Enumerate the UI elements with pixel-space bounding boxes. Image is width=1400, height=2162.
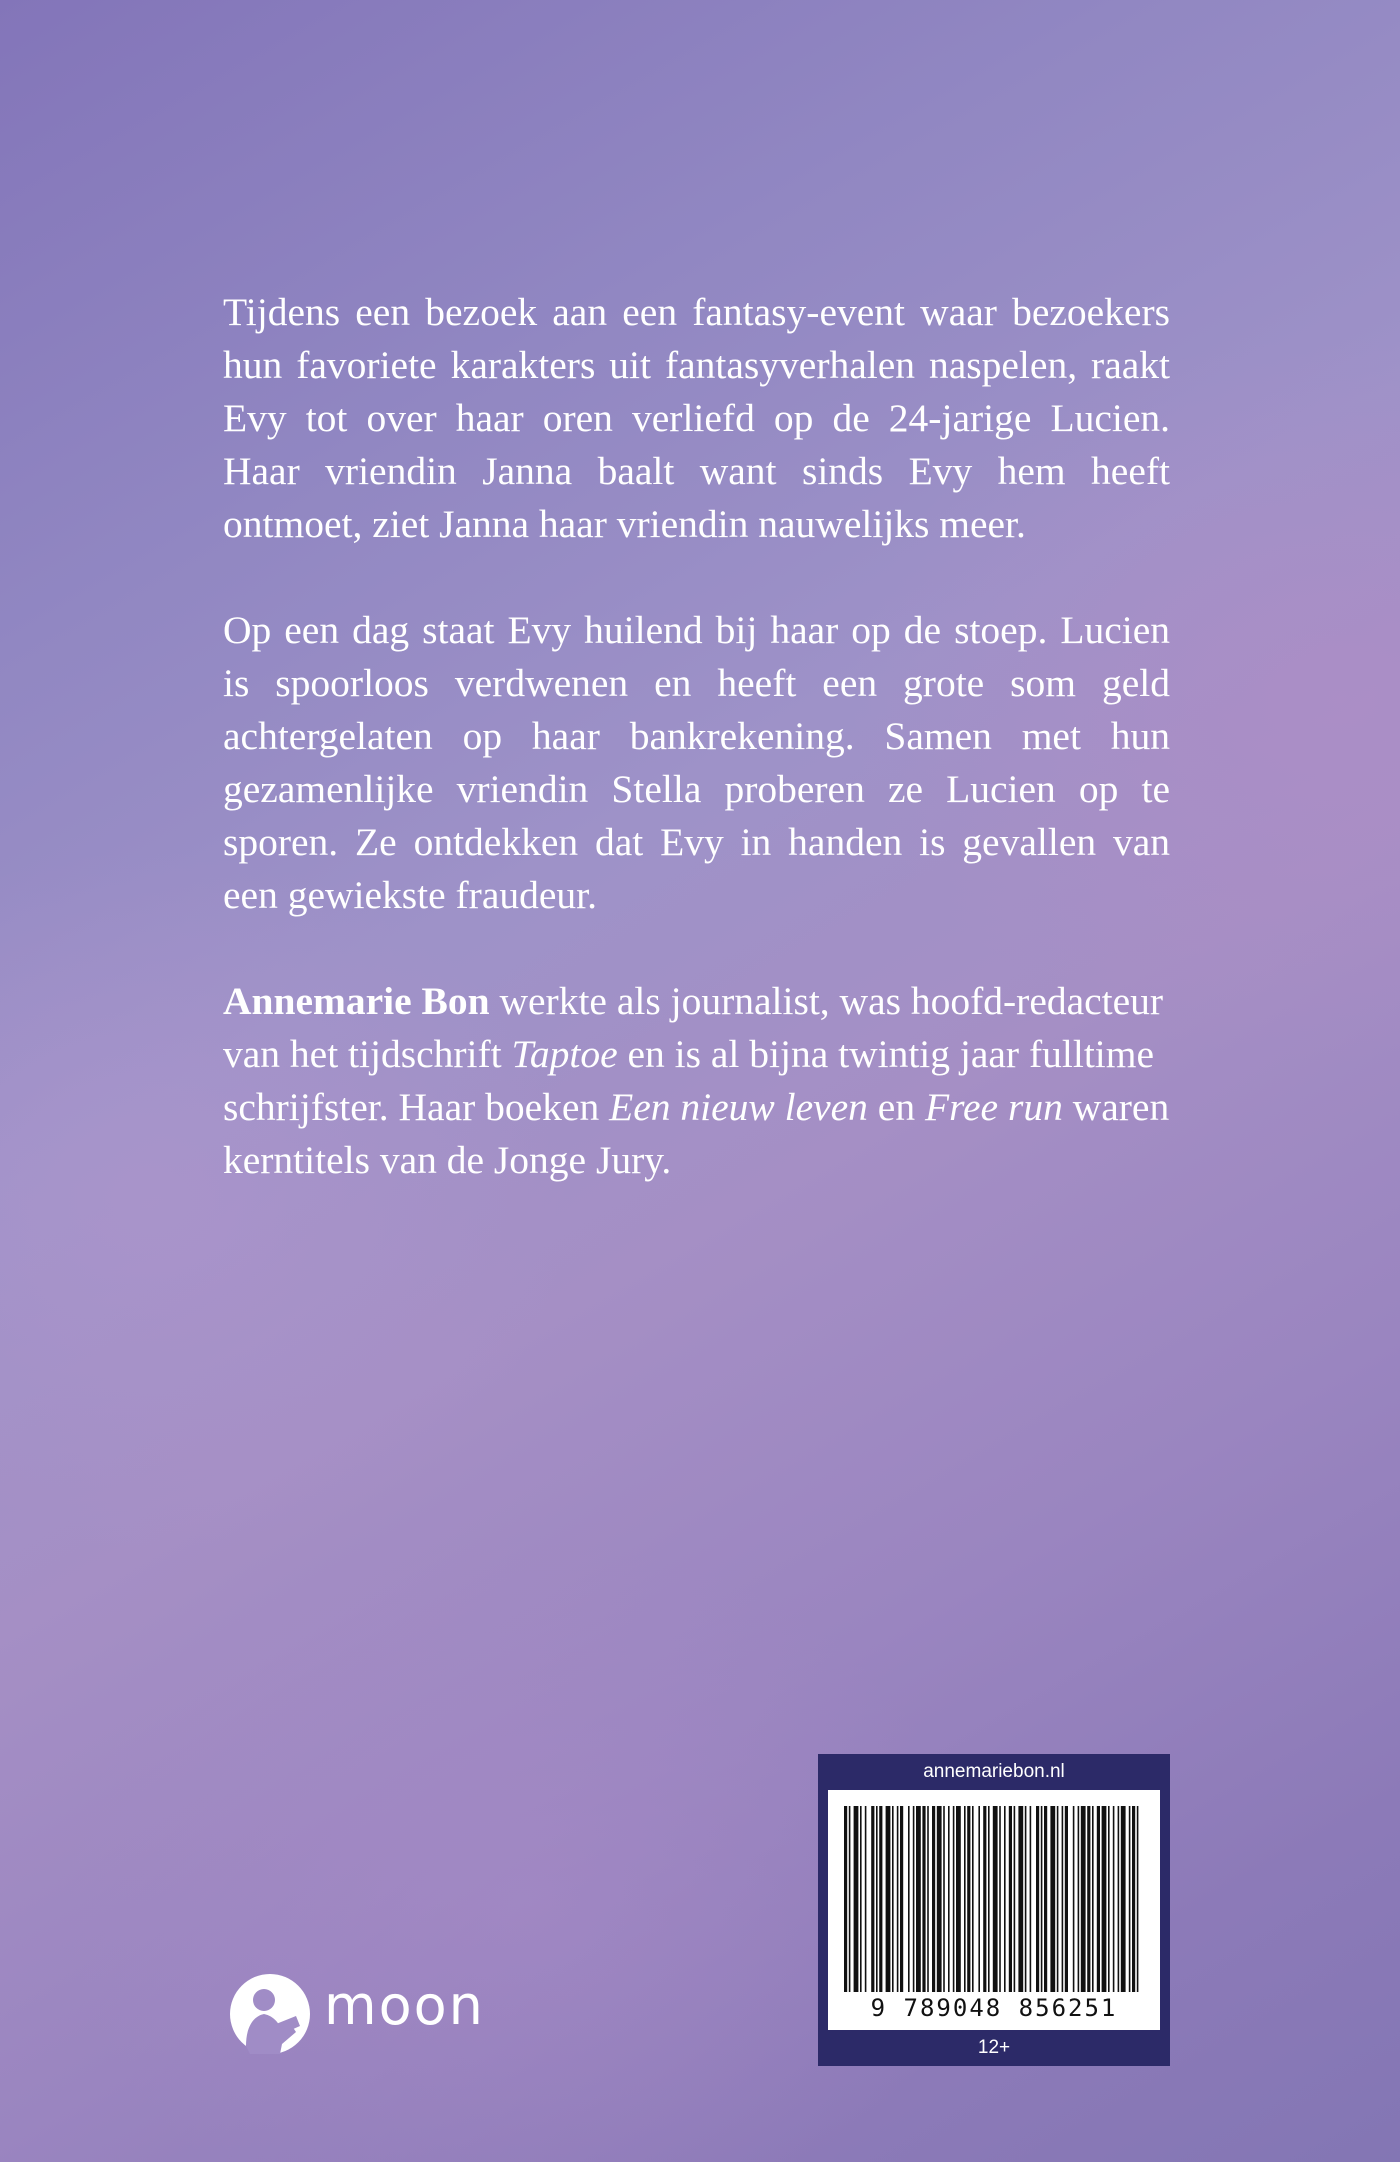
publisher-name: moon [324, 1974, 485, 2037]
barcode-block [818, 1754, 1170, 2066]
author-website: annemariebon.nl [923, 1761, 1065, 1782]
author-name: Annemarie Bon [223, 979, 490, 1023]
reader-silhouette-icon [224, 1968, 316, 2060]
back-cover-text [223, 286, 1170, 1240]
isbn-number: 9 789048 856251 [870, 1994, 1118, 2022]
bio-text-4: waren kerntitels van de Jonge Jury. [223, 1085, 1170, 1182]
author-bio [223, 975, 1170, 1187]
bio-text-2: en is al bijna twintig jaar fulltime schrijfster. Haar boeken [223, 1032, 1155, 1129]
isbn-barcode [842, 1806, 1146, 1992]
synopsis-paragraph-1: Tijdens een bezoek aan een fantasy-event waar bezoekers hun favoriete karakters uit fantasyverhalen naspelen, raakt Evy tot over haar oren verliefd op de 24-jarige Lucien. Haar vriendin Janna baalt want sinds Evy hem heeft ontmoet, ziet Janna haar vriendin nauwelijks meer. [223, 290, 1170, 546]
publisher-logo [224, 1968, 504, 2060]
age-rating: 12+ [977, 2037, 1011, 2058]
book-title-2: Free run [924, 1085, 1063, 1129]
bio-text-3: en [867, 1085, 925, 1129]
magazine-title: Taptoe [511, 1032, 618, 1076]
book-title-1: Een nieuw leven [609, 1085, 868, 1129]
barcode-panel [828, 1790, 1160, 2030]
bio-text-1: werkte als journalist, was hoofd-redacteur van het tijdschrift [223, 979, 1164, 1076]
synopsis-paragraph-2: Op een dag staat Evy huilend bij haar op de stoep. Lucien is spoorloos verdwenen en heeft een grote som geld achtergelaten op haar bankrekening. Samen met hun gezamenlijke vriendin Stella proberen ze Lucien op te sporen. Ze ontdekken dat Evy in handen is gevallen van een gewiekste fraudeur. [223, 608, 1170, 917]
